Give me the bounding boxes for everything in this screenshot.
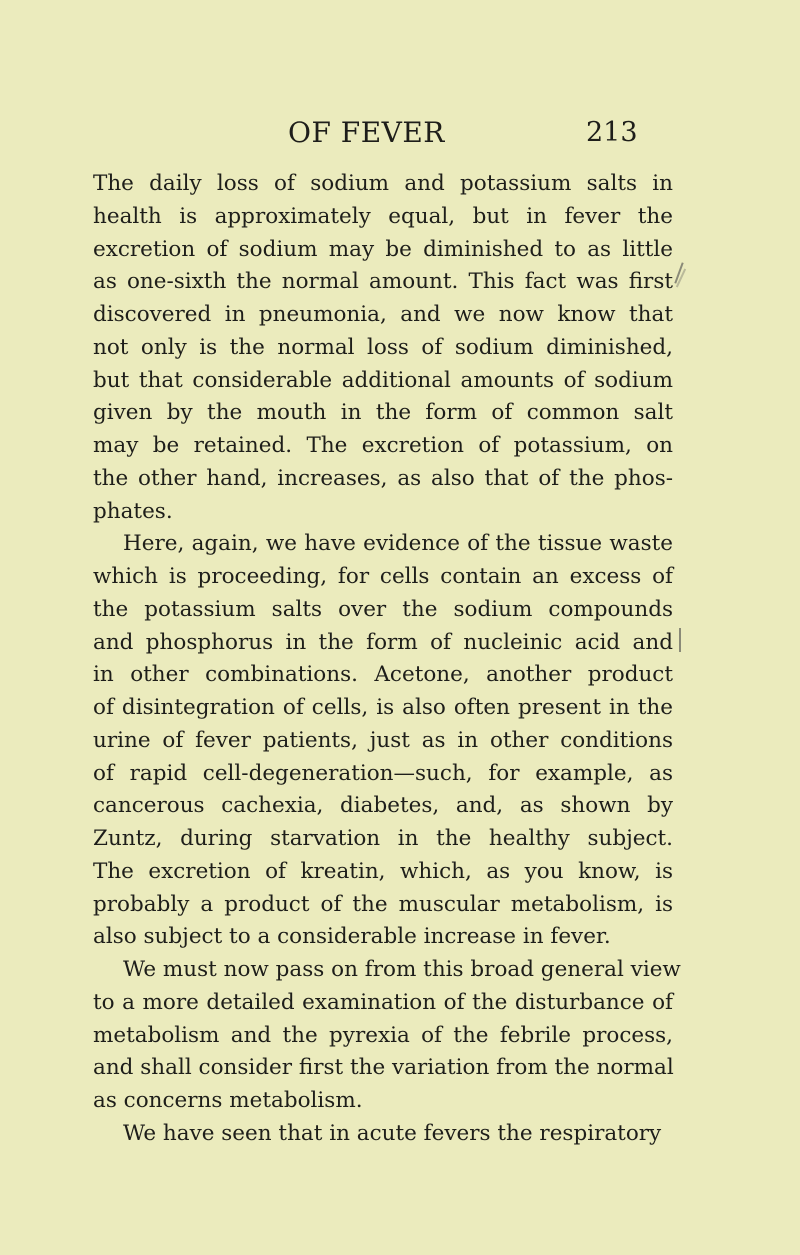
- text-line: excretion of sodium may be diminished to as little: [93, 236, 673, 262]
- text-line: of rapid cell-degeneration—such, for example, as: [93, 760, 673, 786]
- text-line: Here, again, we have evidence of the tissue waste: [123, 531, 673, 557]
- text-line: which is proceeding, for cells contain an excess of: [93, 564, 673, 589]
- text-line: We must now pass on from this broad general view: [123, 957, 681, 982]
- text-line: as concerns metabolism.: [93, 1088, 363, 1113]
- text-line: and shall consider first the variation from the normal: [93, 1055, 674, 1081]
- text-line: The excretion of kreatin, which, as you know, is: [93, 858, 673, 884]
- text-line: not only is the normal loss of sodium diminished,: [93, 334, 673, 360]
- text-line: discovered in pneumonia, and we now know that: [93, 302, 673, 327]
- text-line: metabolism and the pyrexia of the febrile process,: [93, 1022, 673, 1048]
- text-line: of disintegration of cells, is also often present in the: [93, 695, 673, 720]
- text-line: given by the mouth in the form of common salt: [93, 400, 673, 426]
- text-line: We have seen that in acute fevers the respiratory: [123, 1120, 662, 1146]
- text-line: to a more detailed examination of the disturbance of: [93, 989, 673, 1015]
- text-line: phates.: [93, 498, 173, 524]
- text-line: The daily loss of sodium and potassium salts in: [93, 171, 673, 196]
- text-line: urine of fever patients, just as in other conditions: [93, 727, 673, 753]
- text-line: cancerous cachexia, diabetes, and, as shown by: [93, 793, 673, 819]
- text-line: the potassium salts over the sodium compounds: [93, 596, 673, 622]
- pencil-margin-mark: [679, 628, 681, 652]
- text-line: may be retained. The excretion of potassium, on: [93, 433, 673, 458]
- text-line: probably a product of the muscular metabolism, is: [93, 891, 673, 917]
- page-number: 213: [586, 117, 638, 148]
- text-line: and phosphorus in the form of nucleinic acid and: [93, 629, 673, 655]
- body-text: [93, 168, 681, 1151]
- text-line: in other combinations. Acetone, another product: [93, 662, 673, 688]
- text-line: also subject to a considerable increase in fever.: [93, 924, 611, 950]
- text-line: as one-sixth the normal amount. This fact was first: [93, 269, 673, 295]
- text-line: Zuntz, during starvation in the healthy subject.: [93, 826, 673, 851]
- text-line: the other hand, increases, as also that of the phos-: [93, 465, 673, 491]
- running-head: [0, 116, 800, 150]
- running-title: OF FEVER: [288, 116, 445, 149]
- text-line: health is approximately equal, but in fever the: [93, 203, 673, 229]
- text-line: but that considerable additional amounts of sodium: [93, 367, 673, 393]
